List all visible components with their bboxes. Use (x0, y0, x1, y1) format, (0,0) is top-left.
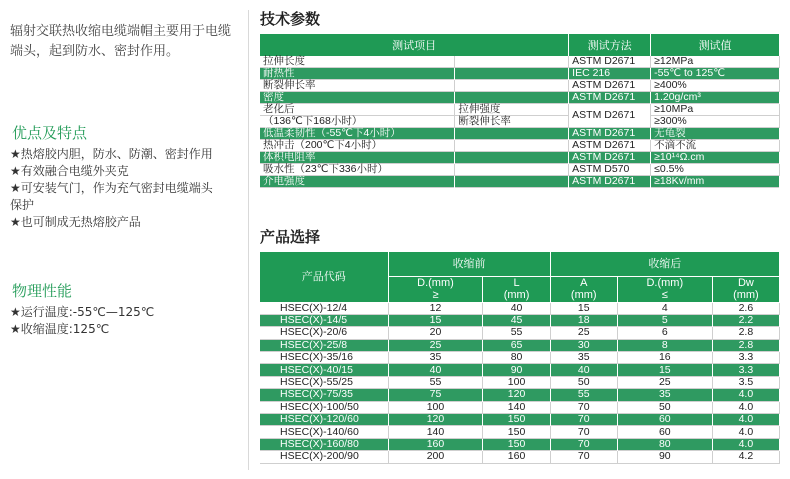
left-panel (0, 0, 252, 479)
spec-cell-method: ASTM D2671 (569, 176, 651, 188)
product-value-cell: 150 (483, 414, 550, 426)
product-value-cell: 12 (388, 302, 483, 314)
feature-item: ★可安装气门，作为充气密封电缆端头 (10, 181, 213, 195)
features-list (10, 146, 246, 231)
product-row (260, 376, 780, 388)
product-row (260, 302, 780, 314)
spec-cell-value: -55℃ to 125℃ (651, 68, 780, 80)
product-value-cell: 3.3 (712, 364, 779, 376)
spec-cell-sub (455, 164, 569, 176)
spec-cell-value: 1.20g/cm³ (651, 92, 780, 104)
spec-cell-value: ≥300% (651, 116, 780, 128)
product-value-cell: 200 (388, 451, 483, 463)
spec-cell-value: ≥12MPa (651, 56, 780, 68)
spec-cell-sub (455, 68, 569, 80)
product-row (260, 401, 780, 413)
spec-row (260, 68, 780, 80)
product-header-before: 收缩前 (388, 252, 550, 276)
product-title: 产品选择 (260, 228, 321, 246)
product-subheader: L (mm) (483, 276, 550, 302)
feature-item: ★有效融合电缆外夹克 (10, 164, 129, 178)
spec-row (260, 116, 780, 128)
spec-cell-item: 热冲击（200℃下4小时） (260, 140, 455, 152)
product-table (260, 252, 780, 464)
product-value-cell: 120 (388, 414, 483, 426)
product-subheader: D.(mm) ≤ (617, 276, 712, 302)
product-row (260, 414, 780, 426)
spec-cell-sub (455, 140, 569, 152)
spec-cell-value: 不滴不流 (651, 140, 780, 152)
product-value-cell: 65 (483, 339, 550, 351)
feature-item: ★热熔胶内胆，防水、防潮、密封作用 (10, 147, 213, 161)
spec-row (260, 140, 780, 152)
product-code-cell: HSEC(X)-100/50 (260, 401, 388, 413)
product-code-cell: HSEC(X)-200/90 (260, 451, 388, 463)
product-row (260, 389, 780, 401)
product-value-cell: 15 (550, 302, 617, 314)
product-value-cell: 100 (483, 376, 550, 388)
spec-cell-value: ≥10¹⁴Ω.cm (651, 152, 780, 164)
spec-cell-method: ASTM D2671 (569, 104, 651, 128)
feature-item: ★也可制成无热熔胶产品 (10, 215, 141, 229)
spec-cell-item: 介电强度 (260, 176, 455, 188)
product-row (260, 364, 780, 376)
product-value-cell: 35 (617, 389, 712, 401)
spec-cell-sub (455, 92, 569, 104)
spec-cell-value: ≥10MPa (651, 104, 780, 116)
product-value-cell: 16 (617, 352, 712, 364)
product-code-cell: HSEC(X)-160/80 (260, 438, 388, 450)
product-code-cell: HSEC(X)-12/4 (260, 302, 388, 314)
product-code-cell: HSEC(X)-20/6 (260, 327, 388, 339)
product-subheader: A (mm) (550, 276, 617, 302)
product-subheader: D.(mm) ≥ (388, 276, 483, 302)
product-value-cell: 20 (388, 327, 483, 339)
spec-row (260, 152, 780, 164)
product-value-cell: 70 (550, 401, 617, 413)
spec-cell-sub: 断裂伸长率 (455, 116, 569, 128)
spec-cell-item: 体积电阻率 (260, 152, 455, 164)
spec-row (260, 128, 780, 140)
product-value-cell: 70 (550, 426, 617, 438)
spec-row (260, 92, 780, 104)
spec-cell-sub (455, 152, 569, 164)
product-value-cell: 40 (483, 302, 550, 314)
product-value-cell: 25 (388, 339, 483, 351)
spec-cell-item: 断裂伸长率 (260, 80, 455, 92)
spec-cell-item: 耐热性 (260, 68, 455, 80)
product-code-cell: HSEC(X)-120/60 (260, 414, 388, 426)
spec-cell-item: 老化后 (260, 104, 455, 116)
vertical-divider (248, 10, 249, 470)
spec-cell-sub (455, 80, 569, 92)
product-value-cell: 35 (388, 352, 483, 364)
physics-item: ★运行温度:-55℃—125℃ (10, 305, 155, 319)
physics-item: ★收缩温度:125℃ (10, 322, 110, 336)
spec-header-method: 测试方法 (569, 34, 651, 56)
product-value-cell: 55 (483, 327, 550, 339)
spec-cell-method: ASTM D570 (569, 164, 651, 176)
product-value-cell: 4.2 (712, 451, 779, 463)
product-value-cell: 70 (550, 414, 617, 426)
product-value-cell: 60 (617, 426, 712, 438)
product-subheader: Dw (mm) (712, 276, 779, 302)
product-row (260, 339, 780, 351)
product-value-cell: 25 (617, 376, 712, 388)
product-row (260, 327, 780, 339)
spec-table (260, 34, 780, 188)
product-value-cell: 4.0 (712, 414, 779, 426)
features-title: 优点及特点 (12, 124, 88, 142)
product-value-cell: 15 (617, 364, 712, 376)
spec-cell-item: （136℃下168小时） (260, 116, 455, 128)
spec-cell-value: 无龟裂 (651, 128, 780, 140)
product-value-cell: 70 (550, 451, 617, 463)
spec-cell-method: ASTM D2671 (569, 92, 651, 104)
spec-title: 技术参数 (260, 10, 321, 28)
product-value-cell: 2.8 (712, 339, 779, 351)
spec-header-value: 测试值 (651, 34, 780, 56)
product-row (260, 314, 780, 326)
product-code-cell: HSEC(X)-40/15 (260, 364, 388, 376)
product-value-cell: 6 (617, 327, 712, 339)
spec-cell-sub (455, 56, 569, 68)
product-code-cell: HSEC(X)-35/16 (260, 352, 388, 364)
spec-cell-method: ASTM D2671 (569, 128, 651, 140)
physics-title: 物理性能 (12, 282, 73, 300)
product-value-cell: 40 (388, 364, 483, 376)
spec-cell-item: 拉伸长度 (260, 56, 455, 68)
spec-cell-sub: 拉伸强度 (455, 104, 569, 116)
product-value-cell: 8 (617, 339, 712, 351)
spec-row (260, 56, 780, 68)
spec-row (260, 164, 780, 176)
product-value-cell: 30 (550, 339, 617, 351)
spec-cell-method: ASTM D2671 (569, 140, 651, 152)
product-value-cell: 90 (483, 364, 550, 376)
product-value-cell: 18 (550, 314, 617, 326)
product-header-code: 产品代码 (260, 252, 388, 302)
product-code-cell: HSEC(X)-25/8 (260, 339, 388, 351)
product-value-cell: 5 (617, 314, 712, 326)
spec-cell-sub (455, 176, 569, 188)
product-value-cell: 160 (483, 451, 550, 463)
product-value-cell: 4.0 (712, 389, 779, 401)
product-value-cell: 40 (550, 364, 617, 376)
spec-cell-method: IEC 216 (569, 68, 651, 80)
product-value-cell: 70 (550, 438, 617, 450)
product-value-cell: 2.2 (712, 314, 779, 326)
spec-cell-method: ASTM D2671 (569, 152, 651, 164)
spec-cell-method: ASTM D2671 (569, 80, 651, 92)
product-value-cell: 35 (550, 352, 617, 364)
product-value-cell: 60 (617, 414, 712, 426)
product-row (260, 352, 780, 364)
product-row (260, 451, 780, 463)
spec-row (260, 80, 780, 92)
product-code-cell: HSEC(X)-140/60 (260, 426, 388, 438)
product-value-cell: 150 (483, 426, 550, 438)
product-code-cell: HSEC(X)-14/5 (260, 314, 388, 326)
spec-header-item: 测试项目 (260, 34, 569, 56)
product-value-cell: 45 (483, 314, 550, 326)
product-value-cell: 3.3 (712, 352, 779, 364)
product-value-cell: 25 (550, 327, 617, 339)
intro-text: 辐射交联热收缩电缆端帽主要用于电缆端头，起到防水、密封作用。 (10, 24, 232, 59)
spec-cell-value: ≥18Kv/mm (651, 176, 780, 188)
product-value-cell: 55 (550, 389, 617, 401)
spec-cell-value: ≤0.5% (651, 164, 780, 176)
product-value-cell: 80 (483, 352, 550, 364)
feature-item: 保护 (10, 198, 35, 212)
product-code-cell: HSEC(X)-75/35 (260, 389, 388, 401)
product-value-cell: 75 (388, 389, 483, 401)
spec-cell-item: 密度 (260, 92, 455, 104)
spec-cell-item: 吸水性（23℃下336小时） (260, 164, 455, 176)
spec-cell-value: ≥400% (651, 80, 780, 92)
product-value-cell: 150 (483, 438, 550, 450)
product-value-cell: 140 (483, 401, 550, 413)
physics-list (10, 304, 246, 338)
product-value-cell: 55 (388, 376, 483, 388)
spec-row (260, 176, 780, 188)
product-value-cell: 160 (388, 438, 483, 450)
product-value-cell: 15 (388, 314, 483, 326)
product-value-cell: 50 (617, 401, 712, 413)
product-value-cell: 4.0 (712, 438, 779, 450)
product-row (260, 438, 780, 450)
spec-cell-item: 低温柔韧性（-55℃下4小时） (260, 128, 455, 140)
spec-cell-method: ASTM D2671 (569, 56, 651, 68)
product-value-cell: 80 (617, 438, 712, 450)
product-value-cell: 50 (550, 376, 617, 388)
product-value-cell: 2.8 (712, 327, 779, 339)
product-header-after: 收缩后 (550, 252, 779, 276)
product-value-cell: 2.6 (712, 302, 779, 314)
product-value-cell: 4.0 (712, 401, 779, 413)
product-value-cell: 3.5 (712, 376, 779, 388)
product-value-cell: 4.0 (712, 426, 779, 438)
product-value-cell: 120 (483, 389, 550, 401)
product-row (260, 426, 780, 438)
spec-row (260, 104, 780, 116)
product-value-cell: 4 (617, 302, 712, 314)
product-value-cell: 100 (388, 401, 483, 413)
spec-cell-sub (455, 128, 569, 140)
product-code-cell: HSEC(X)-55/25 (260, 376, 388, 388)
product-value-cell: 140 (388, 426, 483, 438)
product-value-cell: 90 (617, 451, 712, 463)
